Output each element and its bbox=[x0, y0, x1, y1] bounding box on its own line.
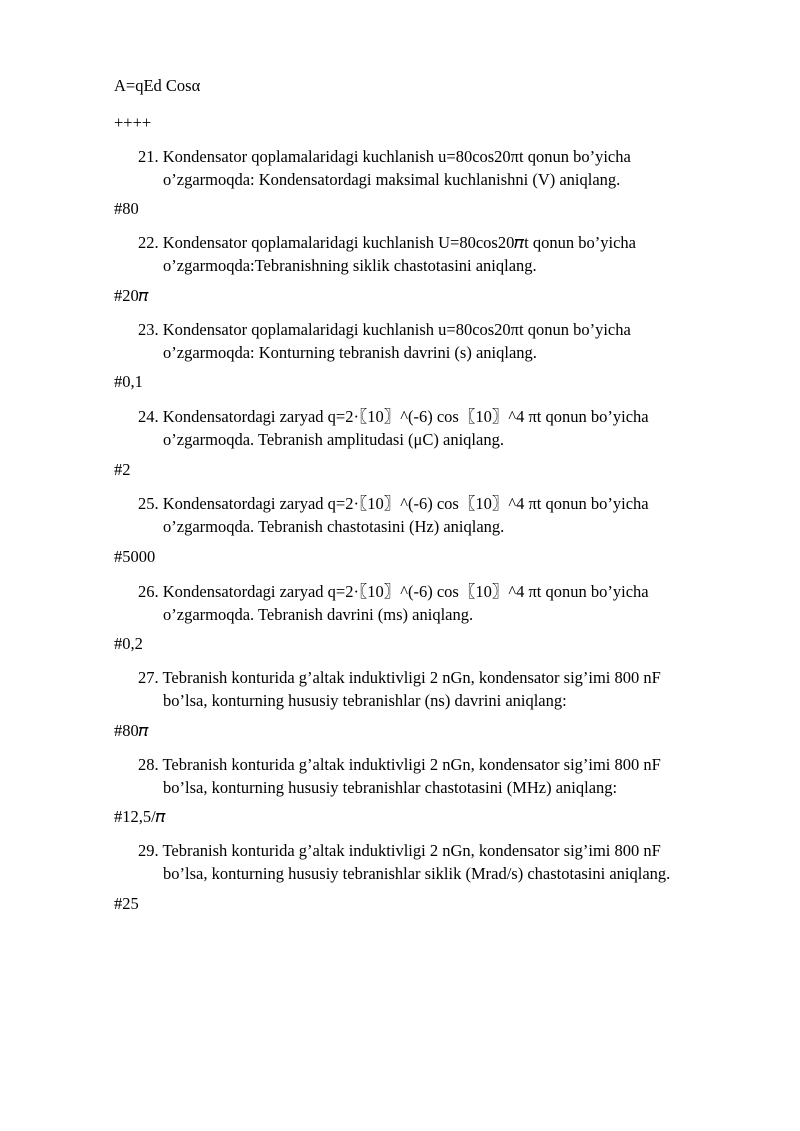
question-26 bbox=[138, 580, 758, 626]
question-number: 29. bbox=[138, 841, 159, 860]
answer-22: #20𝜋 bbox=[114, 286, 149, 305]
question-number: 24. bbox=[138, 407, 159, 426]
question-28 bbox=[138, 753, 758, 799]
question-number: 28. bbox=[138, 755, 159, 774]
question-text-line2: o’zgarmoqda: Konturning tebranish davrini (s) aniqlang. bbox=[163, 343, 537, 362]
question-number: 25. bbox=[138, 494, 159, 513]
question-number: 22. bbox=[138, 233, 159, 252]
question-number: 23. bbox=[138, 320, 159, 339]
answer-21: #80 bbox=[114, 199, 139, 218]
answer-26: #0,2 bbox=[114, 634, 143, 653]
question-text-line1: Tebranish konturida g’altak induktivligi 2 nGn, kondensator sig’imi 800 nF bbox=[162, 841, 661, 860]
question-text-line2: bo’lsa, konturning hususiy tebranishlar siklik (Mrad/s) chastotasini aniqlang. bbox=[163, 864, 671, 883]
question-text-line1: Kondensator qoplamalaridagi kuchlanish U=80cos20𝜋t qonun bo’yicha bbox=[162, 233, 636, 252]
question-text-line2: o’zgarmoqda. Tebranish davrini (ms) aniqlang. bbox=[163, 605, 474, 624]
question-text-line2: bo’lsa, konturning hususiy tebranishlar (ns) davrini aniqlang: bbox=[163, 691, 567, 710]
answer-28: #12,5/𝜋 bbox=[114, 807, 166, 826]
question-29 bbox=[138, 839, 758, 885]
question-21 bbox=[138, 145, 758, 191]
question-23 bbox=[138, 318, 758, 364]
question-number: 27. bbox=[138, 668, 159, 687]
answer-23: #0,1 bbox=[114, 372, 143, 391]
question-text-line2: o’zgarmoqda. Tebranish amplitudasi (μC) aniqlang. bbox=[163, 430, 504, 449]
question-number: 26. bbox=[138, 582, 159, 601]
question-text-line2: o’zgarmoqda. Tebranish chastotasini (Hz) aniqlang. bbox=[163, 517, 505, 536]
question-27 bbox=[138, 666, 758, 712]
question-text-line1: Kondensatordagi zaryad q=2·〖10〗^(-6) cos〖10〗^4 πt qonun bo’yicha bbox=[162, 582, 649, 601]
question-text-line2: o’zgarmoqda:Tebranishning siklik chastotasini aniqlang. bbox=[163, 256, 537, 275]
question-24 bbox=[138, 405, 758, 451]
question-text-line1: Tebranish konturida g’altak induktivligi 2 nGn, kondensator sig’imi 800 nF bbox=[162, 755, 661, 774]
question-22 bbox=[138, 231, 758, 277]
question-text-line2: bo’lsa, konturning hususiy tebranishlar chastotasini (MHz) aniqlang: bbox=[163, 778, 618, 797]
question-text-line1: Kondensator qoplamalaridagi kuchlanish u=80cos20πt qonun bo’yicha bbox=[162, 320, 631, 339]
question-text-line1: Tebranish konturida g’altak induktivligi 2 nGn, kondensator sig’imi 800 nF bbox=[162, 668, 661, 687]
answer-24: #2 bbox=[114, 460, 131, 479]
question-text-line1: Kondensatordagi zaryad q=2·〖10〗^(-6) cos〖10〗^4 πt qonun bo’yicha bbox=[162, 407, 649, 426]
formula-line: A=qEd Cosα bbox=[114, 76, 201, 95]
separator-line: ++++ bbox=[114, 113, 152, 132]
answer-29: #25 bbox=[114, 894, 139, 913]
question-number: 21. bbox=[138, 147, 159, 166]
question-text-line2: o’zgarmoqda: Kondensatordagi maksimal kuchlanishni (V) aniqlang. bbox=[163, 170, 621, 189]
question-25 bbox=[138, 492, 758, 538]
question-text-line1: Kondensatordagi zaryad q=2·〖10〗^(-6) cos〖10〗^4 πt qonun bo’yicha bbox=[162, 494, 649, 513]
answer-25: #5000 bbox=[114, 547, 156, 566]
answer-27: #80𝜋 bbox=[114, 721, 149, 740]
question-text-line1: Kondensator qoplamalaridagi kuchlanish u=80cos20πt qonun bo’yicha bbox=[162, 147, 631, 166]
